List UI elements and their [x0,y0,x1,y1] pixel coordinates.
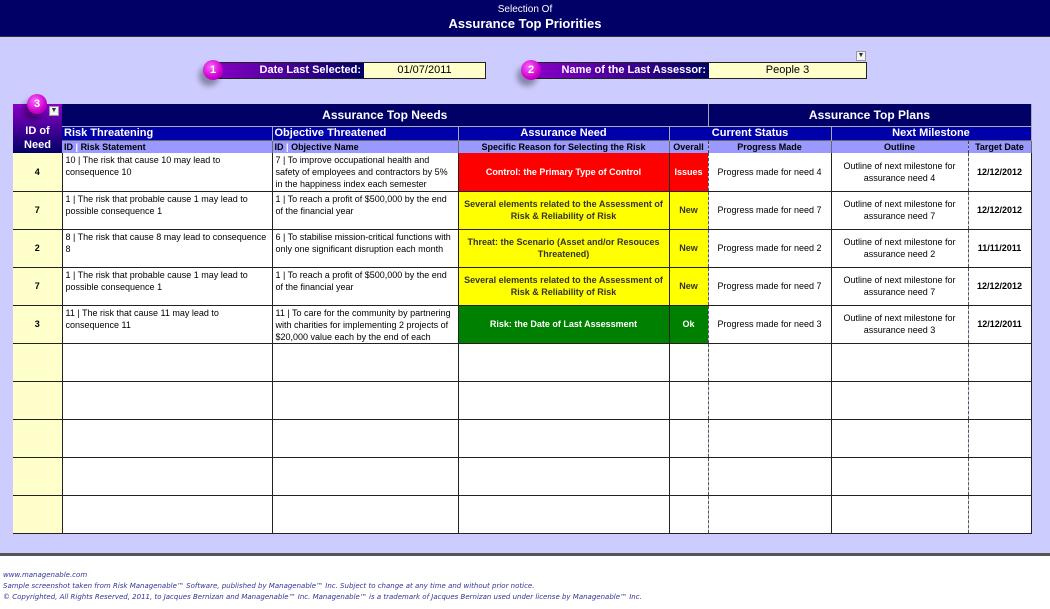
step-3-badge: 3 [27,94,47,114]
last-assessor-field [532,62,867,79]
page-subtitle: Selection Of [497,4,553,15]
last-assessor-select[interactable]: People 3 [709,63,866,78]
risk-threatening-header: Risk Threatening [62,126,272,140]
need-id-cell[interactable] [13,457,62,495]
overall-status-cell[interactable] [669,343,708,381]
overall-column-header[interactable]: Overall [669,140,708,153]
id-filter-dropdown-arrow-icon[interactable]: ▼ [50,107,58,114]
target-date-cell[interactable] [968,495,1031,533]
assurance-need-cell[interactable]: Control: the Primary Type of Control [458,153,669,191]
objective-id-label: ID [274,141,284,152]
overall-status-cell[interactable]: New [669,191,708,229]
overall-status-cell[interactable]: New [669,267,708,305]
need-id-cell[interactable]: 4 [13,153,62,191]
separator: | [75,141,79,152]
date-last-selected-input[interactable]: 01/07/2011 [364,63,485,78]
target-date-cell[interactable]: 12/12/2011 [968,305,1031,343]
assurance-need-cell[interactable]: Several elements related to the Assessment of Risk & Reliability of Risk [458,267,669,305]
assurance-need-cell[interactable] [458,457,669,495]
need-id-cell[interactable]: 3 [13,305,62,343]
progress-made-cell[interactable]: Progress made for need 2 [708,229,831,267]
assurance-need-header: Assurance Need [458,126,669,140]
objective-name-cell[interactable] [272,381,458,419]
objective-name-cell[interactable] [272,343,458,381]
target-date-cell[interactable]: 12/12/2012 [968,191,1031,229]
risk-statement-cell[interactable] [62,495,272,533]
need-id-cell[interactable]: 7 [13,191,62,229]
target-date-cell[interactable]: 12/12/2012 [968,267,1031,305]
progress-made-cell[interactable] [708,381,831,419]
overall-status-cell[interactable] [669,381,708,419]
progress-made-cell[interactable] [708,419,831,457]
target-date-cell[interactable] [968,457,1031,495]
risk-statement-cell[interactable]: 11 | The risk that cause 11 may lead to consequence 11 [62,305,272,343]
objective-name-cell[interactable]: 11 | To care for the community by partnering with charities for implementing 2 projects of $20,000 value each by the end of each [272,305,458,343]
page-title: Assurance Top Priorities [448,16,602,31]
need-id-cell[interactable] [13,419,62,457]
assurance-need-cell[interactable]: Risk: the Date of Last Assessment [458,305,669,343]
progress-column-header[interactable]: Progress Made [708,140,831,153]
progress-made-cell[interactable]: Progress made for need 7 [708,191,831,229]
assurance-top-plans-header: Assurance Top Plans [708,104,1031,126]
overall-status-cell[interactable]: Ok [669,305,708,343]
risk-statement-cell[interactable]: 10 | The risk that cause 10 may lead to consequence 10 [62,153,272,191]
assurance-top-needs-header: Assurance Top Needs [62,104,708,126]
risk-statement-cell[interactable] [62,381,272,419]
priorities-table [13,104,1032,534]
empty-table-row[interactable] [13,343,1031,381]
objective-name-cell[interactable]: 6 | To stabilise mission-critical functions with only one significant disruption each month [272,229,458,267]
progress-made-cell[interactable]: Progress made for need 7 [708,267,831,305]
overall-status-cell[interactable] [669,495,708,533]
objective-name-column-header[interactable] [272,140,458,153]
risk-statement-label: Risk Statement [80,141,146,152]
current-status-header: Current Status [669,126,831,140]
assurance-need-cell[interactable] [458,343,669,381]
assurance-need-cell[interactable] [458,381,669,419]
need-id-cell[interactable] [13,381,62,419]
table-row[interactable] [13,191,1031,229]
table-row[interactable] [13,229,1031,267]
need-id-cell[interactable] [13,495,62,533]
target-date-cell[interactable]: 11/11/2011 [968,229,1031,267]
risk-statement-cell[interactable] [62,343,272,381]
assurance-need-cell[interactable]: Threat: the Scenario (Asset and/or Resouces Threatened) [458,229,669,267]
assurance-need-cell[interactable] [458,419,669,457]
date-last-selected-field [210,62,486,79]
milestone-outline-cell[interactable]: Outline of next milestone for assurance need 4 [831,153,968,191]
risk-statement-cell[interactable] [62,457,272,495]
objective-name-label: Objective Name [291,141,359,152]
title-bar [0,0,1050,37]
milestone-outline-cell[interactable]: Outline of next milestone for assurance need 7 [831,267,968,305]
milestone-outline-cell[interactable]: Outline of next milestone for assurance need 7 [831,191,968,229]
need-id-cell[interactable]: 7 [13,267,62,305]
website-link[interactable]: www.managenable.com [3,571,88,579]
date-last-selected-label: Date Last Selected: [211,63,364,78]
next-milestone-header: Next Milestone [831,126,1031,140]
overall-status-cell[interactable] [669,457,708,495]
progress-made-cell[interactable]: Progress made for need 3 [708,305,831,343]
need-id-cell[interactable] [13,343,62,381]
separator: | [286,141,289,152]
risk-statement-cell[interactable]: 1 | The risk that probable cause 1 may lead to possible consequence 1 [62,191,272,229]
objective-name-cell[interactable]: 7 | To improve occupational health and safety of employees and contractors by 5% in the happiness index each semester [272,153,458,191]
milestone-outline-cell[interactable] [831,381,968,419]
target-date-column-header[interactable]: Target Date [968,140,1031,153]
risk-statement-cell[interactable]: 8 | The risk that cause 8 may lead to consequence 8 [62,229,272,267]
table-row[interactable] [13,267,1031,305]
objective-name-cell[interactable]: 1 | To reach a profit of $500,000 by the end of the financial year [272,191,458,229]
need-id-cell[interactable]: 2 [13,229,62,267]
disclaimer-text: Sample screenshot taken from Risk Managenable™ Software, published by Managenable™ Inc. Subject to change at any time and without prior notice. [3,582,535,590]
milestone-outline-cell[interactable] [831,419,968,457]
id-of-need-header: ID of Need [13,104,62,153]
milestone-outline-cell[interactable] [831,495,968,533]
milestone-outline-cell[interactable]: Outline of next milestone for assurance need 3 [831,305,968,343]
objective-name-cell[interactable] [272,495,458,533]
target-date-cell[interactable]: 12/12/2012 [968,153,1031,191]
risk-statement-column-header[interactable] [62,140,272,153]
empty-table-row[interactable] [13,419,1031,457]
footer [3,570,642,603]
progress-made-cell[interactable] [708,343,831,381]
assurance-need-cell[interactable] [458,495,669,533]
milestone-outline-cell[interactable] [831,343,968,381]
target-date-cell[interactable] [968,343,1031,381]
risk-statement-cell[interactable] [62,419,272,457]
objective-name-cell[interactable] [272,457,458,495]
target-date-cell[interactable] [968,419,1031,457]
target-date-cell[interactable] [968,381,1031,419]
empty-table-row[interactable] [13,457,1031,495]
assessor-dropdown-arrow-icon[interactable]: ▼ [857,52,865,59]
reason-column-header[interactable]: Specific Reason for Selecting the Risk [458,140,669,153]
outline-column-header[interactable]: Outline [831,140,968,153]
table-row[interactable] [13,153,1031,191]
risk-statement-cell[interactable]: 1 | The risk that probable cause 1 may lead to possible consequence 1 [62,267,272,305]
progress-made-cell[interactable]: Progress made for need 4 [708,153,831,191]
overall-status-cell[interactable]: New [669,229,708,267]
progress-made-cell[interactable] [708,495,831,533]
step-2-badge: 2 [521,60,541,80]
progress-made-cell[interactable] [708,457,831,495]
last-assessor-label: Name of the Last Assessor: [533,63,709,78]
copyright-text: © Copyrighted, All Rights Reserved, 2011, to Jacques Bernizan and Managenable™ Inc. Managenable™ is a trademark of Jacques Bernizan used under license by Managenable™ Inc. [3,593,642,601]
overall-status-cell[interactable] [669,419,708,457]
objective-threatened-header: Objective Threatened [272,126,458,140]
objective-name-cell[interactable]: 1 | To reach a profit of $500,000 by the end of the financial year [272,267,458,305]
empty-table-row[interactable] [13,381,1031,419]
table-row[interactable] [13,305,1031,343]
step-1-badge: 1 [203,60,223,80]
risk-id-label: ID [64,141,73,152]
milestone-outline-cell[interactable]: Outline of next milestone for assurance need 2 [831,229,968,267]
milestone-outline-cell[interactable] [831,457,968,495]
empty-table-row[interactable] [13,495,1031,533]
overall-status-cell[interactable]: Issues [669,153,708,191]
objective-name-cell[interactable] [272,419,458,457]
assurance-need-cell[interactable]: Several elements related to the Assessment of Risk & Reliability of Risk [458,191,669,229]
